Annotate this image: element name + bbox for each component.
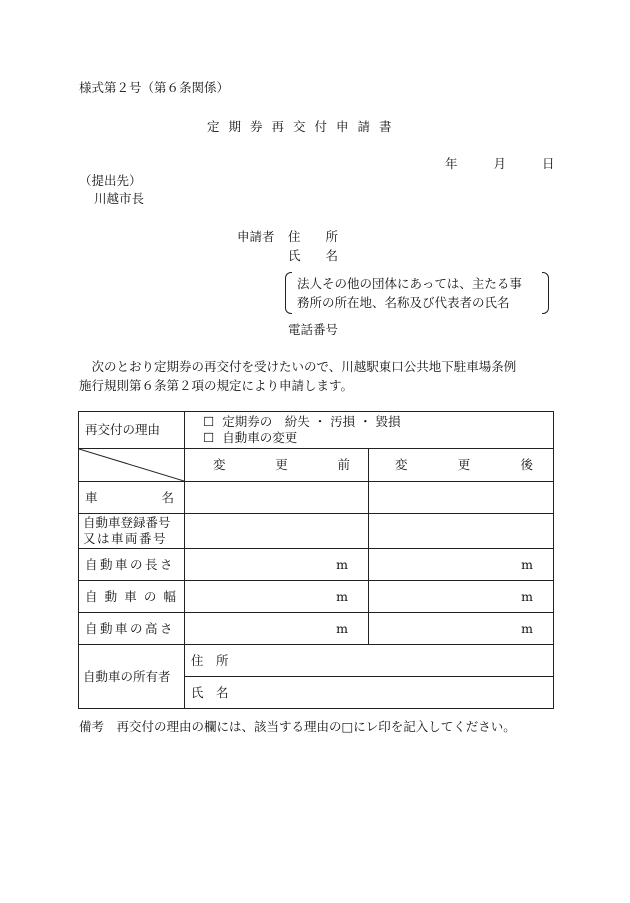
- corporate-note-line2: 務所の所在地、名称及び代表者の氏名: [297, 295, 510, 310]
- body-text-line2: 施行規則第６条第２項の規定により申請します。: [79, 378, 354, 393]
- width-char: 車: [124, 588, 137, 604]
- length-before-field[interactable]: [185, 549, 369, 581]
- remarks: 備考 再交付の理由の欄には、該当する理由の□にレ印を記入してください。: [79, 719, 516, 734]
- applicant-name-label: 氏 名: [288, 248, 339, 263]
- reg-number-label-line2: 又は車両番号: [83, 531, 168, 546]
- date-day-label: 日: [541, 156, 555, 171]
- date-line: [445, 156, 554, 172]
- form-number: 様式第２号（第６条関係）: [79, 80, 230, 95]
- width-char: 自: [85, 588, 98, 604]
- car-name-row: [79, 482, 554, 514]
- owner-address-field[interactable]: [185, 645, 554, 677]
- owner-label: 自動車の所有者: [79, 645, 185, 709]
- owner-address-row: [79, 645, 554, 677]
- height-label: 自動車の高さ: [79, 613, 185, 645]
- reg-number-label: [79, 514, 185, 549]
- car-name-before-field[interactable]: [185, 482, 369, 514]
- applicant-address-label: 住 所: [288, 229, 339, 244]
- width-row: [79, 581, 554, 613]
- body-text-line1: 次のとおり定期券の再交付を受けたいので、川越駅東口公共地下駐車場条例: [79, 359, 517, 374]
- reason-option1-text: 定期券の 紛失 ・ 汚損 ・ 毀損: [222, 414, 401, 429]
- before-char: 前: [337, 457, 350, 472]
- owner-name-label: 氏 名: [191, 684, 229, 700]
- height-row: [79, 613, 554, 645]
- length-label: 自動車の長さ: [79, 549, 185, 581]
- after-char: 変: [395, 457, 408, 472]
- reg-number-label-line1: 自動車登録番号: [83, 515, 171, 530]
- after-char: 後: [520, 457, 533, 472]
- car-name-char: 名: [161, 489, 174, 505]
- unit-meter: m: [521, 556, 533, 572]
- reason-option-lost-damaged[interactable]: [203, 414, 547, 430]
- corporate-note: [297, 274, 522, 312]
- width-label: [79, 581, 185, 613]
- date-year-label: 年: [445, 156, 458, 171]
- reason-option-vehicle-change[interactable]: [203, 430, 547, 446]
- unit-meter: m: [336, 556, 348, 572]
- owner-name-field[interactable]: [185, 677, 554, 709]
- addressee-heading: （提出先）: [79, 173, 142, 188]
- phone-label: 電話番号: [288, 322, 339, 337]
- bracket-left: [285, 272, 292, 314]
- checkbox-icon[interactable]: ☐: [203, 430, 215, 445]
- reason-label: 再交付の理由: [79, 412, 185, 449]
- car-name-char: 車: [85, 489, 98, 505]
- car-name-after-field[interactable]: [369, 482, 554, 514]
- height-before-field[interactable]: [185, 613, 369, 645]
- height-after-field[interactable]: [369, 613, 554, 645]
- page-title: 定期券再交付申請書: [207, 119, 401, 134]
- width-before-field[interactable]: [185, 581, 369, 613]
- before-char: 更: [275, 457, 288, 472]
- reg-number-after-field[interactable]: [369, 514, 554, 549]
- bracket-right: [542, 272, 549, 314]
- reason-option2-text: 自動車の変更: [222, 430, 298, 445]
- length-after-field[interactable]: [369, 549, 554, 581]
- reg-number-row: [79, 514, 554, 549]
- applicant-label: 申請者: [237, 229, 275, 244]
- diagonal-header-cell: [79, 449, 185, 482]
- addressee-name: 川越市長: [94, 191, 145, 206]
- width-char: の: [143, 588, 157, 604]
- unit-meter: m: [336, 588, 348, 604]
- reason-options: [185, 412, 554, 449]
- after-change-header: [369, 449, 554, 482]
- reason-row: [79, 412, 554, 449]
- application-table: [78, 411, 554, 709]
- width-char: 幅: [163, 588, 176, 604]
- corporate-note-bracket: [285, 270, 549, 316]
- owner-address-label: 住 所: [191, 652, 229, 668]
- header-row: [79, 449, 554, 482]
- corporate-note-line1: 法人その他の団体にあっては、主たる事: [297, 276, 522, 291]
- car-name-label: [79, 482, 185, 514]
- checkbox-icon[interactable]: ☐: [203, 414, 215, 429]
- length-row: [79, 549, 554, 581]
- unit-meter: m: [521, 588, 533, 604]
- date-month-label: 月: [493, 156, 506, 171]
- diagonal-line: [79, 449, 184, 481]
- width-char: 動: [104, 588, 118, 604]
- before-change-header: [185, 449, 369, 482]
- after-char: 更: [457, 457, 471, 472]
- width-after-field[interactable]: [369, 581, 554, 613]
- unit-meter: m: [521, 620, 533, 636]
- reg-number-before-field[interactable]: [185, 514, 369, 549]
- before-char: 変: [213, 457, 226, 472]
- unit-meter: m: [336, 620, 348, 636]
